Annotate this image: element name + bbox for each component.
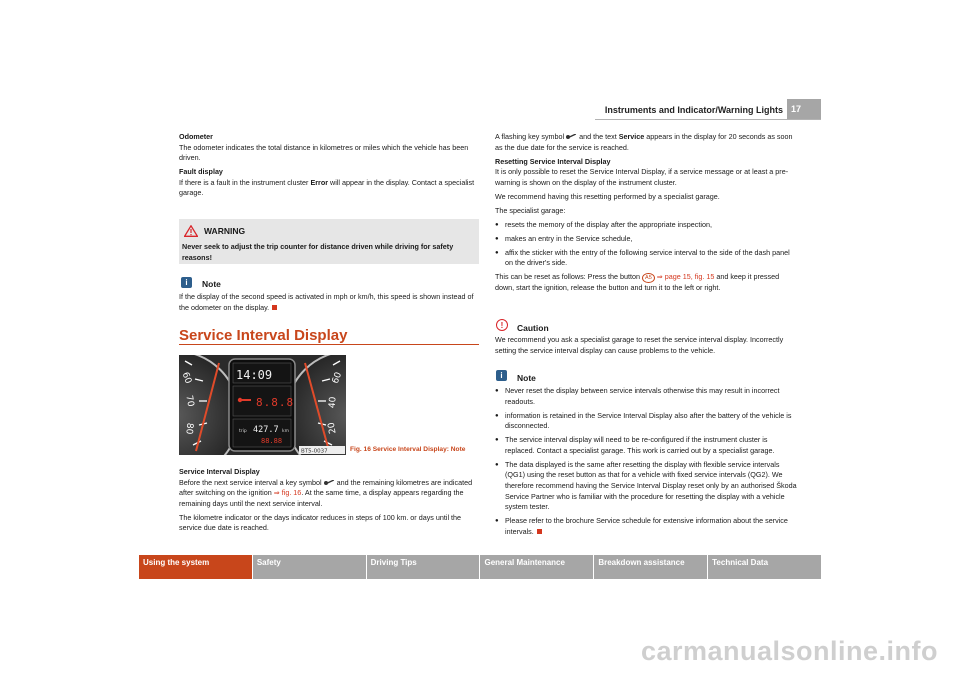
fault-heading: Fault display: [179, 167, 223, 177]
sid-text-pre: Before the next service interval a key symbol: [179, 477, 322, 487]
sid-text-mid: and the remaining kilometres are indicated after switching on the ignition: [179, 477, 473, 498]
note-bullet: ● The data displayed is the same after resetting the display with flexible service intervals (QG1) using the reset button as that for a vehicle with fixed service intervals (QG2). We therefore recommend having the Service Interval Display reset only by an authorised Škoda Service Partner who is familiar with the procedure for resetting the display with a vehicle system tester.: [495, 460, 797, 513]
section-rule: [179, 344, 479, 345]
key-icon: [566, 134, 577, 140]
flash-mid: and the text: [579, 132, 617, 141]
left-column-top: [179, 132, 479, 202]
note-bullet: ● Never reset the display between service intervals otherwise this may result in incorrect readouts.: [495, 386, 797, 407]
note-bullets: [495, 386, 797, 541]
footer-nav: [139, 555, 821, 579]
sid-text-post: . At the same time, a display appears regarding the remaining days until the next service interval.: [179, 488, 464, 508]
gauge-left-label: 80: [183, 422, 195, 435]
caution-text: We recommend you ask a specialist garage to reset the service interval display. Incorrectly setting the service interval display can cause problems to the vehicle.: [495, 335, 784, 355]
note-bullet: ● information is retained in the Service Interval Display also after the battery of the vehicle is disconnected.: [495, 411, 797, 432]
watermark: carmanualsonline.info: [640, 636, 938, 666]
flash-pre: A flashing key symbol: [495, 132, 565, 141]
right-column: [495, 132, 797, 297]
page15-link[interactable]: ⇒ page 15, fig. 15: [656, 272, 715, 282]
instrument-cluster-image: [179, 355, 346, 455]
warning-icon: [184, 224, 198, 242]
display-trip-label: trip: [239, 429, 247, 434]
end-marker: [272, 305, 277, 310]
tab-using-the-system[interactable]: Using the system: [139, 555, 253, 579]
sid-heading: Service Interval Display: [179, 467, 260, 476]
button-a5-label: A5: [642, 273, 655, 283]
garage-intro: The specialist garage:: [495, 205, 566, 215]
svg-text:8.8.8: 8.8.8: [256, 396, 295, 409]
fig16-link[interactable]: ⇒ fig. 16: [273, 488, 302, 498]
tab-safety[interactable]: Safety: [253, 555, 367, 579]
caution-icon: !: [496, 319, 508, 331]
figure-service-interval: [179, 355, 346, 455]
page-number: 17: [787, 99, 821, 119]
svg-text:88.88: 88.88: [261, 437, 283, 445]
header-divider: [595, 119, 821, 120]
key-icon: [324, 480, 335, 486]
note-bullet: Please refer to the brochure Service schedule for extensive information about the service intervals.: [505, 516, 788, 536]
gauge-right-label: 40: [327, 396, 339, 409]
garage-bullet: ● makes an entry in the Service schedule,: [495, 234, 797, 245]
gauge-left-label: 70: [183, 394, 196, 408]
gauge-right-label: 60: [330, 370, 345, 386]
reset-how-post: and keep it pressed down, start the ignition, release the button and turn it to the left or right.: [495, 272, 780, 293]
gauge-left-label: 60: [179, 370, 193, 386]
tab-technical-data[interactable]: Technical Data: [708, 555, 821, 579]
display-trip-unit: km: [282, 429, 289, 434]
note-text-block: [179, 292, 479, 313]
recommend-text: We recommend having this resetting performed by a specialist garage.: [495, 191, 720, 201]
display-clock: 14:09: [236, 368, 273, 382]
odometer-text: The odometer indicates the total distance in kilometres or miles which the vehicle has been driven.: [179, 142, 469, 163]
note-icon: i: [496, 370, 507, 381]
page-header-title: Instruments and Indicator/Warning Lights: [604, 105, 783, 115]
section-title: Service Interval Display: [179, 327, 348, 344]
garage-bullet: ● affix the sticker with the entry of the following service interval to the side of the dash panel on the driver's side.: [495, 248, 797, 269]
note-icon: i: [181, 277, 192, 288]
warning-title: WARNING: [204, 226, 246, 236]
display-trip-value: 427.7: [253, 425, 279, 435]
reset-text: It is only possible to reset the Service Interval Display, if a service message or at least a pre-warning is shown on the display of the instrument cluster.: [495, 167, 789, 187]
figure-caption: Fig. 16 Service Interval Display: Note: [350, 446, 466, 453]
flash-post: appears in the display for 20 seconds as soon as the due date for the service is reached.: [495, 132, 793, 152]
note-title-right: Note: [517, 373, 536, 383]
reset-how-pre: This can be reset as follows: Press the button: [495, 272, 641, 282]
tab-driving-tips[interactable]: Driving Tips: [367, 555, 481, 579]
sid-text2: The kilometre indicator or the days indicator reduces in steps of 100 km. or days until the service due date is reached.: [179, 512, 462, 533]
figure-code: BT5-0037: [301, 448, 328, 455]
tab-general-maintenance[interactable]: General Maintenance: [480, 555, 594, 579]
end-marker: [537, 529, 542, 534]
note-bullet: ● The service interval display will need to be re-configured if the instrument cluster is replaced. Contact a specialist garage. This work is carried out by a specialist garage.: [495, 435, 797, 456]
flash-service: Service: [618, 132, 645, 141]
odometer-heading: Odometer: [179, 132, 213, 141]
fault-text-post: will appear in the display. Contact a specialist garage.: [179, 177, 475, 198]
tab-breakdown-assistance[interactable]: Breakdown assistance: [594, 555, 708, 579]
fault-text-error: Error: [310, 177, 329, 187]
left-column-bottom: [179, 467, 479, 537]
gauge-right-label: 20: [326, 421, 339, 435]
note-title: Note: [202, 279, 221, 289]
caution-title: Caution: [517, 323, 549, 333]
note-text: If the display of the second speed is activated in mph or km/h, this speed is shown instead of the odometer on the display.: [179, 292, 474, 312]
fault-text-pre: If there is a fault in the instrument cluster: [179, 177, 309, 187]
garage-bullet: ● resets the memory of the display after the appropriate inspection,: [495, 220, 797, 231]
reset-heading: Resetting Service Interval Display: [495, 156, 611, 166]
warning-text: Never seek to adjust the trip counter for distance driven while driving for safety reasons!: [182, 242, 454, 262]
